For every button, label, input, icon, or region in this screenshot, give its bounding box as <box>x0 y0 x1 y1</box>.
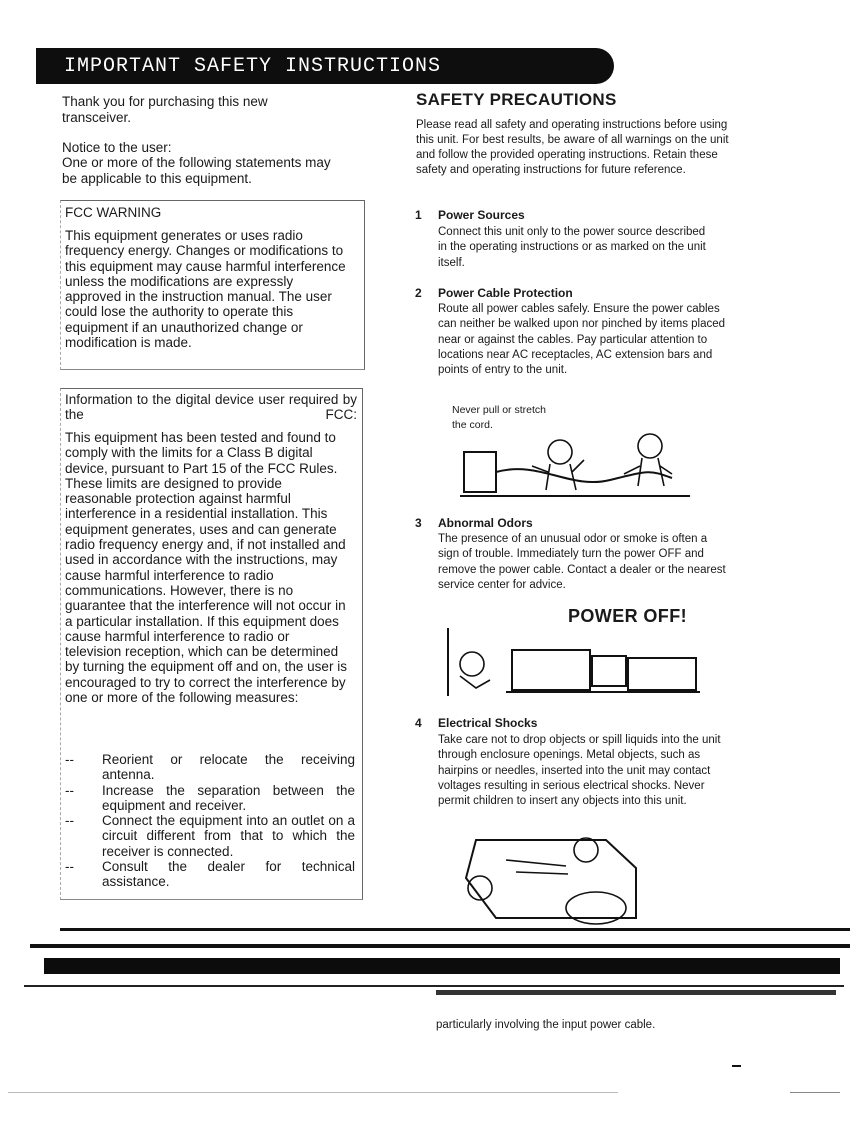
cord-illustration <box>450 430 695 500</box>
dash-mark <box>732 1065 741 1067</box>
wall-outlet-icon <box>464 452 496 492</box>
character-head-icon <box>574 838 598 862</box>
item-body-electrical-shocks: Take care not to drop objects or spill liquids into the unit through enclosure openings. Metal objects, such as hairpins or needles, inserted into the unit may contact voltages resulting in serious electrical shocks. Never permit children to insert any objects into this unit. <box>438 734 721 808</box>
character-head-icon <box>638 434 662 458</box>
character-head-icon <box>460 652 484 676</box>
page-title: IMPORTANT SAFETY INSTRUCTIONS <box>64 55 442 78</box>
scan-artifact-band <box>502 958 840 974</box>
digital-info-body: This equipment has been tested and found to comply with the limits for a Class B digital device, pursuant to Part 15 of the FCC Rules. These limits are designed to provide reasonable protection against harmful interference in a residential installation. This equipment generates, uses and can generate radio frequency energy and, if not installed and used in accordance with the instructions, may cause harmful interference to radio communications. However, there is no guarantee that the interference will not occur in a particular installation. If this equipment does cause harmful interference to radio or television reception, which can be determined by turning the equipment off and on, the user is encouraged to try to correct the interference by one or more of the following measures: <box>65 430 347 706</box>
item-title-electrical-shocks: Electrical Shocks <box>438 716 538 730</box>
electrical-shock-illustration <box>456 828 646 920</box>
measure-item: -- Reorient or relocate the receiving antenna. <box>63 752 355 783</box>
notice-title: Notice to the user: <box>62 140 172 155</box>
character-head-icon <box>548 440 572 464</box>
intro-text: Thank you for purchasing this new transceiver. <box>62 94 268 125</box>
item-body-abnormal-odors: The presence of an unusual odor or smoke is often a sign of trouble. Immediately turn the power OFF and remove the power cable. Contact a dealer or the nearest service center for advice. <box>438 533 726 591</box>
measure-item: -- Increase the separation between the equipment and receiver. <box>63 783 355 814</box>
item-title-abnormal-odors: Abnormal Odors <box>438 516 533 530</box>
item-number: 4 <box>415 716 422 730</box>
fcc-warning-title: FCC WARNING <box>65 205 162 220</box>
cord-caption: Never pull or stretch the cord. <box>452 404 546 431</box>
power-off-label: POWER OFF! <box>568 606 687 626</box>
safety-precautions-title: SAFETY PRECAUTIONS <box>416 90 617 109</box>
power-supply-icon <box>628 658 696 690</box>
scan-artifact-line <box>436 990 836 995</box>
measures-list <box>63 752 355 890</box>
scan-artifact-line <box>30 944 850 948</box>
item-body-power-cable: Route all power cables safely. Ensure the power cables can neither be walked upon nor pinched by items placed near or against the cables. Pay particular attention to locations near AC receptacles, AC extension bars and points of entry to the unit. <box>438 303 726 377</box>
item-number: 3 <box>415 516 422 530</box>
item-title-power-sources: Power Sources <box>438 208 525 222</box>
item-body-power-sources: Connect this unit only to the power source described in the operating instructions or as marked on the unit itself. <box>438 226 706 269</box>
measure-item: -- Consult the dealer for technical assistance. <box>63 859 355 890</box>
item-number: 2 <box>415 286 422 300</box>
scan-artifact-line <box>60 928 850 931</box>
item-number: 1 <box>415 208 422 222</box>
bottom-rule <box>8 1092 618 1093</box>
footer-fragment: particularly involving the input power cable. <box>436 1019 656 1031</box>
bottom-rule <box>790 1092 840 1093</box>
digital-device-box <box>60 388 363 900</box>
digital-info-title: Information to the digital device user required by the FCC: <box>65 392 357 423</box>
power-off-illustration <box>446 628 706 700</box>
measure-item: -- Connect the equipment into an outlet on a circuit different from that to which the receiver is connected. <box>63 813 355 859</box>
radio-unit-icon <box>466 840 636 918</box>
scan-artifact-band <box>44 958 502 974</box>
safety-intro: Please read all safety and operating instructions before using this unit. For best results, be aware of all warnings on the unit and follow the provided operating instructions. Retain these safety and operating instructions for future reference. <box>416 119 729 176</box>
header-banner <box>36 48 614 84</box>
scan-artifact-line <box>24 985 844 987</box>
transceiver-icon <box>512 650 590 690</box>
fcc-warning-body: This equipment generates or uses radio frequency energy. Changes or modifications to this equipment may cause harmful interference unless the modifications are expressly approved in the instruction manual. The user could lose the authority to operate this equipment if an unauthorized change or modification is made. <box>65 228 346 351</box>
cord-icon <box>496 469 672 482</box>
item-title-power-cable: Power Cable Protection <box>438 286 573 300</box>
notice-body: One or more of the following statements may be applicable to this equipment. <box>62 155 331 186</box>
fcc-warning-box <box>60 200 365 370</box>
